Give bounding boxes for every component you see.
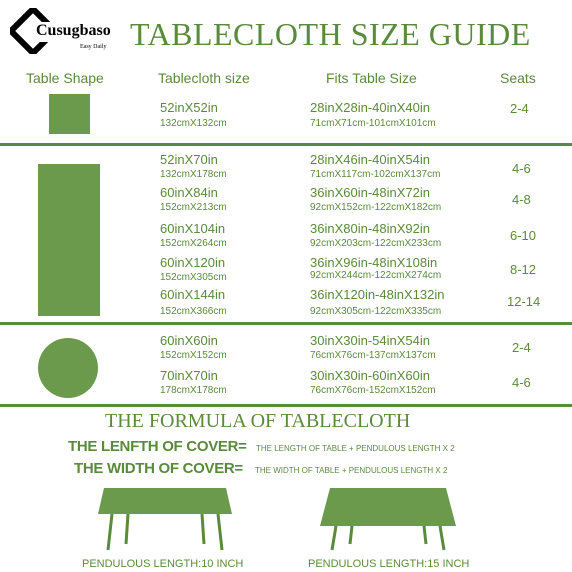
rect-size: 52inX70in [160, 152, 218, 167]
rect-fits-cm: 92cmX203cm-122cmX233cm [310, 238, 442, 249]
rect-seats: 4-6 [512, 161, 531, 176]
table-illustration-right [316, 484, 462, 554]
section-divider [0, 143, 572, 146]
table-illustration-left [90, 484, 240, 554]
brand-logo [10, 8, 120, 54]
pendulous-length-left: PENDULOUS LENGTH:10 INCH [82, 558, 244, 570]
rect-fits: 36inX120in-48inX132in [310, 287, 445, 302]
rect-seats: 6-10 [510, 228, 537, 243]
formula-title: THE FORMULA OF TABLECLOTH [105, 410, 411, 432]
pendulous-length-right: PENDULOUS LENGTH:15 INCH [308, 558, 470, 570]
round-seats: 2-4 [512, 340, 531, 355]
section-divider [0, 322, 572, 325]
rect-fits: 36inX80in-48inX92in [310, 221, 430, 236]
round-size: 60inX60in [160, 333, 218, 348]
rect-seats: 8-12 [510, 262, 537, 277]
rect-fits-cm: 71cmX117cm-102cmX137cm [310, 169, 441, 180]
rect-size-cm: 152cmX213cm [160, 202, 227, 213]
square-size: 52inX52in [160, 100, 218, 115]
rectangle-table-icon [38, 164, 100, 316]
round-size-cm: 152cmX152cm [160, 350, 227, 361]
rect-size: 60inX104in [160, 221, 226, 236]
rect-size: 60inX84in [160, 185, 218, 200]
rect-size-cm: 152cmX305cm [160, 272, 227, 283]
rect-fits: 28inX46in-40inX54in [310, 152, 430, 167]
rect-seats: 4-8 [512, 192, 531, 207]
rect-fits: 36inX60in-48inX72in [310, 185, 430, 200]
width-cover-label: THE WIDTH OF COVER= [74, 460, 243, 477]
header-seats: Seats [500, 70, 536, 86]
round-table-icon [38, 338, 98, 398]
round-fits-cm: 76cmX76cm-152cmX152cm [310, 385, 436, 396]
rect-fits: 36inX96in-48inX108in [310, 255, 438, 270]
rect-fits-cm: 92cmX305cm-122cmX335cm [310, 306, 442, 317]
brand-name: Cusugbaso [36, 22, 111, 39]
round-fits: 30inX30in-60inX60in [310, 368, 430, 383]
width-cover-expr: THE WIDTH OF TABLE + PENDULOUS LENGTH X 2 [255, 466, 448, 475]
rect-size-cm: 132cmX178cm [160, 169, 227, 180]
round-seats: 4-6 [512, 375, 531, 390]
round-size-cm: 178cmX178cm [160, 385, 227, 396]
rect-size: 60inX144in [160, 287, 226, 302]
round-size: 70inX70in [160, 368, 218, 383]
page-title: TABLECLOTH SIZE GUIDE [130, 16, 531, 52]
round-fits-cm: 76cmX76cm-137cmX137cm [310, 350, 436, 361]
length-cover-label: THE LENFTH OF COVER= [68, 438, 247, 455]
square-seats: 2-4 [510, 101, 529, 116]
square-fits: 28inX28in-40inX40in [310, 100, 430, 115]
square-table-icon [49, 94, 90, 134]
rect-size: 60inX120in [160, 255, 226, 270]
header-fits-table-size: Fits Table Size [326, 70, 417, 86]
rect-fits-cm: 92cmX244cm-122cmX274cm [310, 270, 442, 281]
rect-fits-cm: 92cmX152cm-122cmX182cm [310, 202, 442, 213]
rect-size-cm: 152cmX264cm [160, 238, 227, 249]
rect-size-cm: 152cmX366cm [160, 306, 227, 317]
round-fits: 30inX30in-54inX54in [310, 333, 430, 348]
square-size-cm: 132cmX132cm [160, 118, 227, 129]
header-tablecloth-size: Tablecloth size [158, 70, 250, 86]
length-cover-expr: THE LENGTH OF TABLE + PENDULOUS LENGTH X 2 [256, 444, 455, 453]
rect-seats: 12-14 [507, 294, 541, 309]
section-divider [0, 404, 572, 407]
header-table-shape: Table Shape [26, 70, 104, 86]
square-fits-cm: 71cmX71cm-101cmX101cm [310, 118, 436, 129]
brand-tagline: Easy Daily [80, 44, 107, 50]
